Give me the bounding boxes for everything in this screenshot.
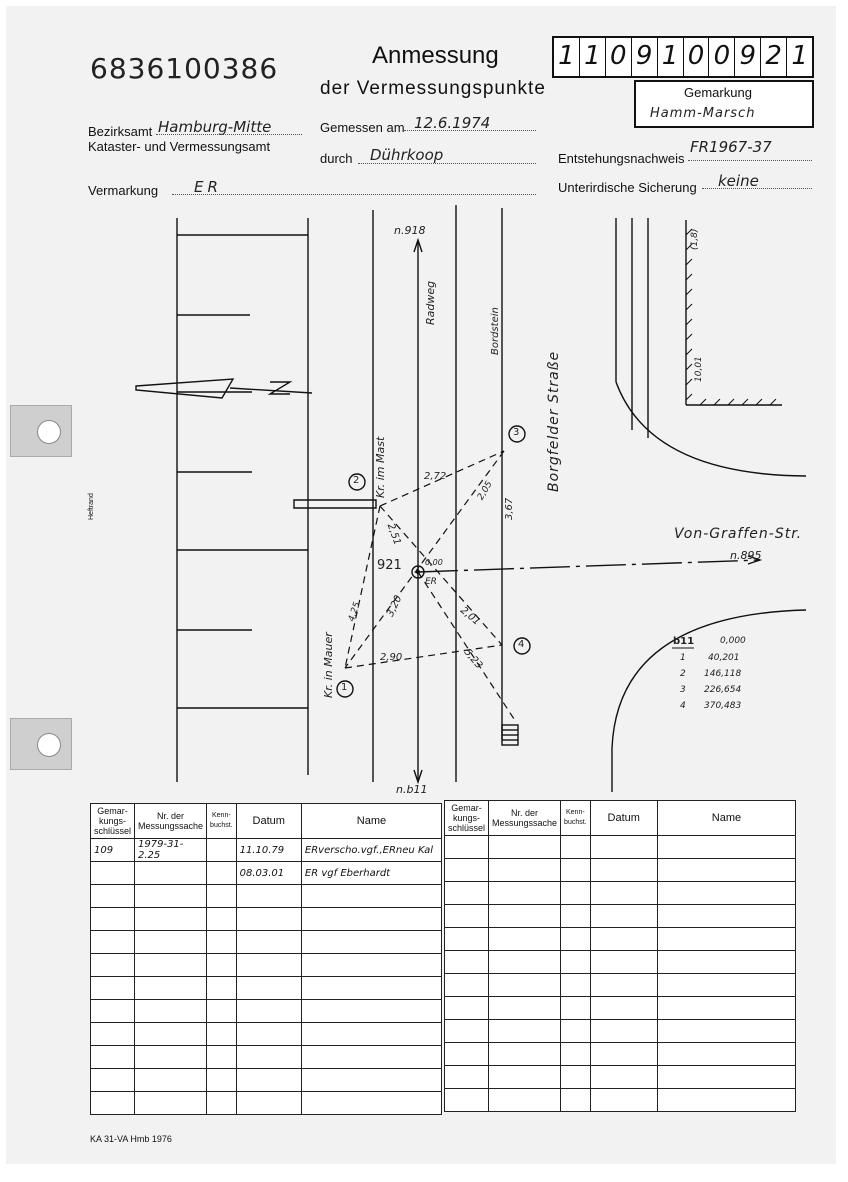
street-label-borgfelder: Borgfelder Straße: [546, 350, 562, 492]
bezirksamt-value: Hamburg-Mitte: [158, 118, 272, 136]
point-label: 1: [341, 682, 348, 693]
south-label: n.b11: [396, 783, 428, 796]
heftrand-label: Heftrand: [88, 493, 95, 520]
table-row: [91, 839, 442, 862]
distance-label: 5,23: [461, 647, 485, 672]
entstehung-value: FR1967-37: [690, 138, 772, 156]
form-subtitle: der Vermessungspunkte: [320, 78, 546, 99]
coord-row-key: 4: [680, 701, 686, 711]
bordstein-label: Bordstein: [490, 307, 501, 355]
point-label: 4: [518, 639, 525, 650]
mauer-label: Kr. in Mauer: [322, 632, 335, 698]
coord-row-val: 226,654: [704, 685, 742, 695]
distance-label: 4,25: [347, 600, 363, 624]
dimension-label: 10,01: [694, 356, 704, 382]
gemessen-value: 12.6.1974: [414, 114, 491, 132]
coord-head-val: 0,000: [720, 636, 746, 646]
durch-value: Dührkoop: [370, 146, 444, 164]
digit: 9: [631, 38, 657, 76]
distance-label: 2,90: [380, 652, 403, 663]
entstehung-label: Entstehungsnachweis: [558, 151, 685, 166]
digit: 1: [786, 38, 812, 76]
radweg-label: Radweg: [424, 280, 437, 325]
header-name: Name: [657, 801, 795, 836]
form-title: Anmessung: [372, 42, 499, 69]
vermarkung-label: Vermarkung: [88, 183, 159, 198]
cell-name: ER vgf Eberhardt: [301, 862, 441, 885]
distance-label: 3,67: [504, 497, 515, 520]
sicherung-label: Unterirdische Sicherung: [558, 180, 697, 195]
coord-row-key: 3: [680, 685, 686, 695]
cell-kb: [207, 862, 237, 885]
digit: 0: [683, 38, 709, 76]
distance-label: 3,20: [385, 593, 405, 619]
point-label: 2: [353, 475, 360, 486]
gemessen-label: Gemessen am: [320, 120, 405, 135]
header-gemarkungsschluessel: Gemar-kungs-schlüssel: [91, 804, 135, 839]
table-row: [91, 862, 442, 885]
point-number-921: 921: [377, 558, 402, 573]
cell-gem: [91, 862, 135, 885]
coord-row-val: 370,483: [704, 701, 742, 711]
distance-label: 2,51: [384, 522, 403, 547]
mast-arm-icon: [294, 500, 376, 508]
digit: 0: [605, 38, 631, 76]
north-arrow-z: [270, 382, 290, 394]
center-code: ER: [425, 577, 437, 587]
coord-row-key: 1: [680, 653, 686, 663]
header-kennbuchst: Kenn-buchst.: [207, 804, 237, 839]
coord-row-val: 40,201: [708, 653, 740, 663]
cell-nr: 1979-31-2.25: [135, 839, 207, 862]
bezirksamt-label: Bezirksamt: [88, 124, 153, 139]
header-name: Name: [301, 804, 441, 839]
handwritten-number: 6836100386: [90, 52, 279, 85]
cell-name: ERverscho.vgf.,ERneu Kal: [301, 839, 441, 862]
east-label: n.895: [730, 549, 762, 562]
distance-label: 2,72: [424, 471, 447, 482]
digit: 1: [579, 38, 605, 76]
digit: 2: [760, 38, 786, 76]
header-gemarkungsschluessel: Gemar-kungs-schlüssel: [445, 801, 489, 836]
distance-label: 2,01: [457, 605, 483, 628]
point-label: 3: [513, 427, 520, 438]
digit: 1: [657, 38, 683, 76]
kataster-label: Kataster- und Vermessungsamt: [88, 139, 271, 154]
header-nr-messungssache: Nr. der Messungssache: [135, 804, 207, 839]
header-datum: Datum: [236, 804, 301, 839]
cell-kb: [207, 839, 237, 862]
dimension-label: (1,8): [690, 228, 700, 250]
gemarkung-value: Hamm-Marsch: [650, 106, 756, 121]
coord-head-key: b11: [673, 636, 695, 647]
mast-label: Kr. im Mast: [374, 436, 387, 498]
header-datum: Datum: [590, 801, 657, 836]
vermarkung-value: ER: [194, 178, 222, 196]
cell-datum: 08.03.01: [236, 862, 301, 885]
cell-datum: 11.10.79: [236, 839, 301, 862]
distance-label: 2,05: [476, 479, 495, 502]
form-footer: KA 31-VA Hmb 1976: [90, 1134, 172, 1144]
cell-nr: [135, 862, 207, 885]
sicherung-value: keine: [718, 172, 759, 190]
cell-gem: 109: [91, 839, 135, 862]
coord-row-key: 2: [680, 669, 686, 679]
street-label-vongraffen: Von-Graffen-Str.: [674, 526, 803, 542]
digit: 1: [558, 41, 575, 71]
register-table-right: [444, 800, 796, 1112]
header-kennbuchst: Kenn-buchst.: [561, 801, 591, 836]
center-value: 0,00: [425, 558, 443, 567]
register-table-left: [90, 803, 442, 1115]
header-nr-messungssache: Nr. der Messungssache: [489, 801, 561, 836]
digit: 0: [708, 38, 734, 76]
coord-row-val: 146,118: [704, 669, 742, 679]
north-arrow-icon: [136, 379, 233, 398]
digit: 9: [734, 38, 760, 76]
north-label: n.918: [394, 224, 426, 237]
durch-label: durch: [320, 151, 353, 166]
gemarkung-label: Gemarkung: [684, 85, 752, 100]
